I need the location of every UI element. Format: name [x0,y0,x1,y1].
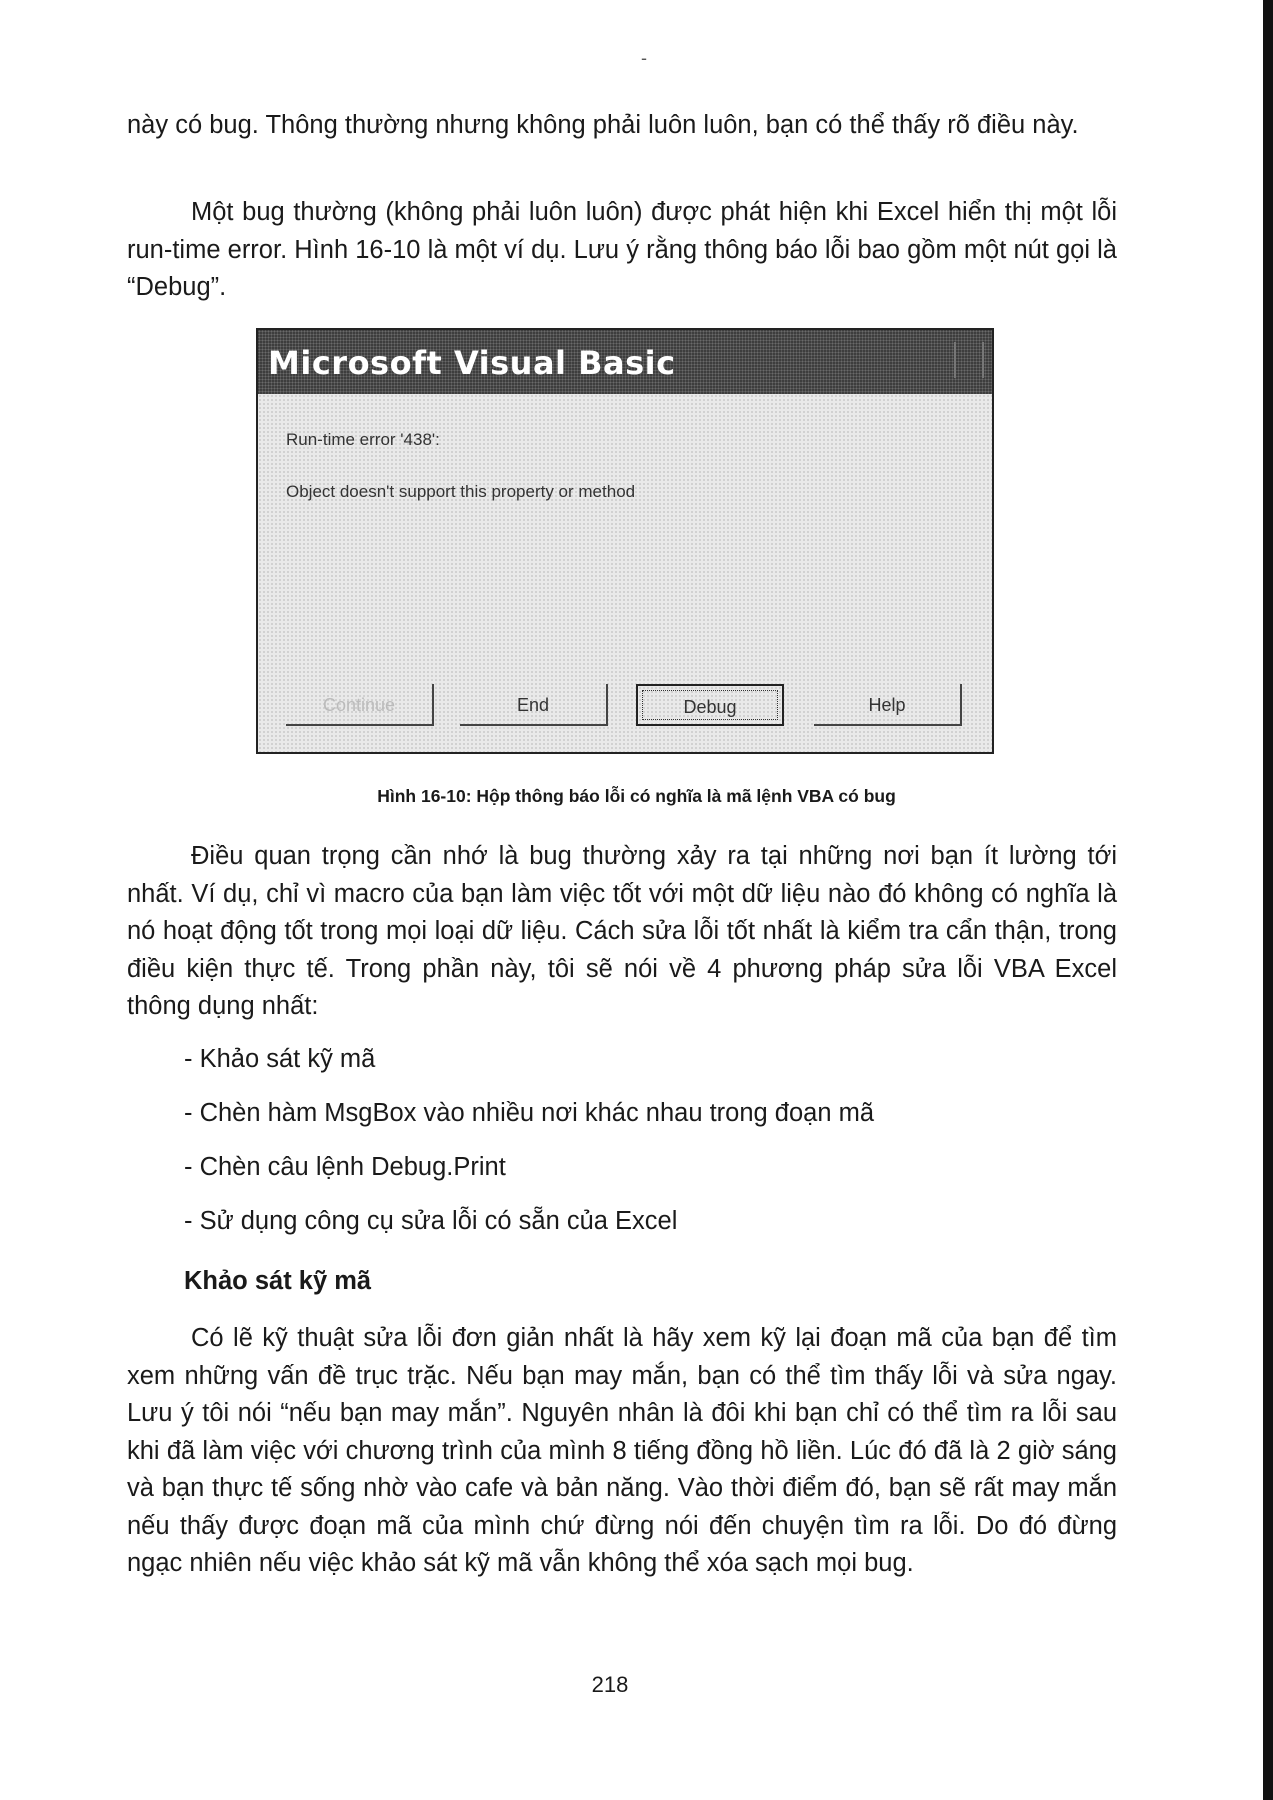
list-item: - Chèn hàm MsgBox vào nhiều nơi khác nhau trong đoạn mã [184,1099,875,1127]
end-button: End [460,684,608,726]
help-button: Help [814,684,962,726]
scan-edge [1263,0,1273,1800]
vba-error-dialog [256,328,994,754]
error-code: Run-time error '438': [286,430,440,449]
list-item: - Khảo sát kỹ mã [184,1045,376,1073]
figure-caption: Hình 16-10: Hộp thông báo lỗi có nghĩa là mã lệnh VBA có bug [377,786,896,806]
paragraph-2: Một bug thường (không phải luôn luôn) được phát hiện khi Excel hiển thị một lỗi run-time error. Hình 16-10 là một ví dụ. Lưu ý rằng thông báo lỗi bao gồm một nút gọi là “Debug”. [127,198,1117,301]
bullet-list [184,1041,874,1257]
dialog-titlebar [258,330,992,394]
close-icon [954,342,984,378]
continue-button: Continue [286,684,434,726]
top-mark: - [641,48,647,68]
focus-ring [642,690,778,720]
list-item: - Chèn câu lệnh Debug.Print [184,1153,506,1181]
debug-button [636,684,784,726]
debug-button-label: Debug [683,697,737,717]
error-message: Object doesn't support this property or method [286,482,636,501]
section-heading: Khảo sát kỹ mã [184,1267,372,1295]
paragraph-4: Có lẽ kỹ thuật sửa lỗi đơn giản nhất là hãy xem kỹ lại đoạn mã của bạn để tìm xem những vấn đề trục trặc. Nếu bạn may mắn, bạn có thể tìm thấy lỗi và sửa ngay. Lưu ý tôi nói “nếu bạn may mắn”. Nguyên nhân là đôi khi bạn chỉ có thể tìm ra lỗi sau khi đã làm việc với chương trình của mình 8 tiếng đồng hồ liền. Lúc đó đã là 2 giờ sáng và bạn thực tế sống nhờ vào cafe và bản năng. Vào thời điểm đó, bạn sẽ rất may mắn nếu thấy được đoạn mã của mình chứ đừng nói đến chuyện tìm ra lỗi. Do đó đừng ngạc nhiên nếu việc khảo sát kỹ mã vẫn không thể xóa sạch mọi bug. [127,1324,1117,1577]
paragraph-1: này có bug. Thông thường nhưng không phải luôn luôn, bạn có thể thấy rõ điều này. [127,111,1079,139]
list-item: - Sử dụng công cụ sửa lỗi có sẵn của Excel [184,1207,678,1235]
paragraph-3: Điều quan trọng cần nhớ là bug thường xảy ra tại những nơi bạn ít lường tới nhất. Ví dụ, chỉ vì macro của bạn làm việc tốt với một dữ liệu nào đó không có nghĩa là nó hoạt động tốt trong mọi loại dữ liệu. Cách sửa lỗi tốt nhất là kiểm tra cẩn thận, trong điều kiện thực tế. Trong phần này, tôi sẽ nói về 4 phương pháp sửa lỗi VBA Excel thông dụng nhất: [127,842,1117,1020]
dialog-title: Microsoft Visual Basic [268,344,676,382]
page-number: 218 [591,1672,629,1697]
